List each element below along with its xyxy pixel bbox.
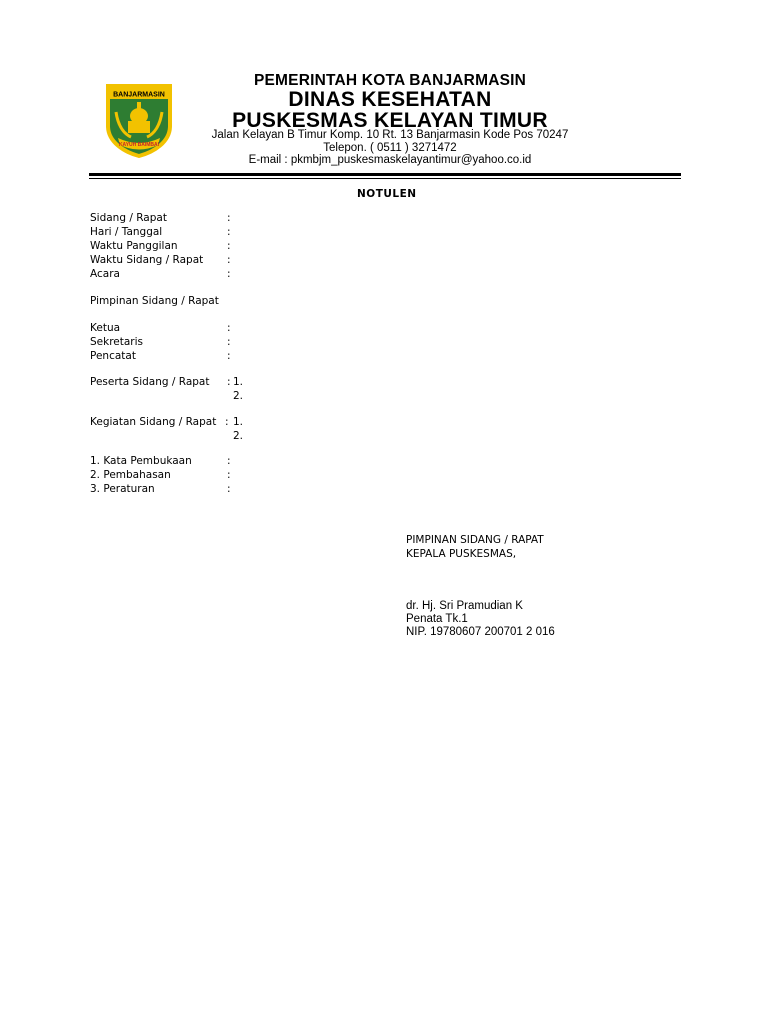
field-label: Ketua — [90, 322, 121, 334]
institution-name: PUSKESMAS KELAYAN TIMUR — [232, 109, 548, 132]
list-item-number: 1. — [233, 376, 244, 388]
field-label: Waktu Panggilan — [90, 240, 178, 252]
agenda-item: 3. Peraturan — [90, 483, 155, 495]
field-colon: : — [227, 469, 231, 481]
agenda-item: 1. Kata Pembukaan — [90, 455, 192, 467]
field-colon: : — [227, 268, 231, 280]
field-colon: : — [227, 376, 231, 388]
phone: Telepon. ( 0511 ) 3271472 — [323, 142, 457, 154]
list-item-number: 2. — [233, 430, 244, 442]
list-item-number: 1. — [233, 416, 244, 428]
signatory-nip: NIP. 19780607 200701 2 016 — [406, 626, 555, 638]
letterhead-divider-thin — [89, 178, 681, 179]
field-colon: : — [227, 254, 231, 266]
field-label: Waktu Sidang / Rapat — [90, 254, 204, 266]
banjarmasin-city-emblem-icon — [104, 82, 174, 158]
agenda-item: 2. Pembahasan — [90, 469, 171, 481]
signatory-rank: Penata Tk.1 — [406, 613, 468, 625]
signature-role: KEPALA PUSKESMAS, — [406, 548, 517, 560]
field-colon: : — [227, 240, 231, 252]
field-colon: : — [227, 322, 231, 334]
activities-label: Kegiatan Sidang / Rapat — [90, 416, 217, 428]
field-colon: : — [227, 226, 231, 238]
field-colon: : — [227, 350, 231, 362]
field-label: Sidang / Rapat — [90, 212, 167, 224]
email: E-mail : pkmbjm_puskesmaskelayantimur@yahoo.co.id — [248, 154, 532, 166]
field-label: Hari / Tanggal — [90, 226, 163, 238]
field-label: Sekretaris — [90, 336, 144, 348]
field-colon: : — [227, 212, 231, 224]
government-name: PEMERINTAH KOTA BANJARMASIN — [253, 72, 527, 89]
field-colon: : — [227, 455, 231, 467]
field-colon: : — [227, 483, 231, 495]
list-item-number: 2. — [233, 390, 244, 402]
address: Jalan Kelayan B Timur Komp. 10 Rt. 13 Banjarmasin Kode Pos 70247 — [211, 129, 569, 141]
document-title: NOTULEN — [357, 188, 417, 200]
department-name: DINAS KESEHATAN — [288, 88, 492, 111]
signatory-name: dr. Hj. Sri Pramudian K — [406, 600, 523, 612]
leadership-heading: Pimpinan Sidang / Rapat — [90, 295, 219, 307]
participants-label: Peserta Sidang / Rapat — [90, 376, 210, 388]
letterhead-divider-thick — [89, 173, 681, 176]
field-label: Acara — [90, 268, 120, 280]
field-colon: : — [227, 336, 231, 348]
field-colon: : — [225, 416, 229, 428]
svg-text:BANJARMASIN: BANJARMASIN — [113, 91, 165, 99]
signature-role: PIMPINAN SIDANG / RAPAT — [406, 534, 544, 546]
svg-text:KAYUH BAIMBAI: KAYUH BAIMBAI — [118, 142, 160, 148]
field-label: Pencatat — [90, 350, 136, 362]
